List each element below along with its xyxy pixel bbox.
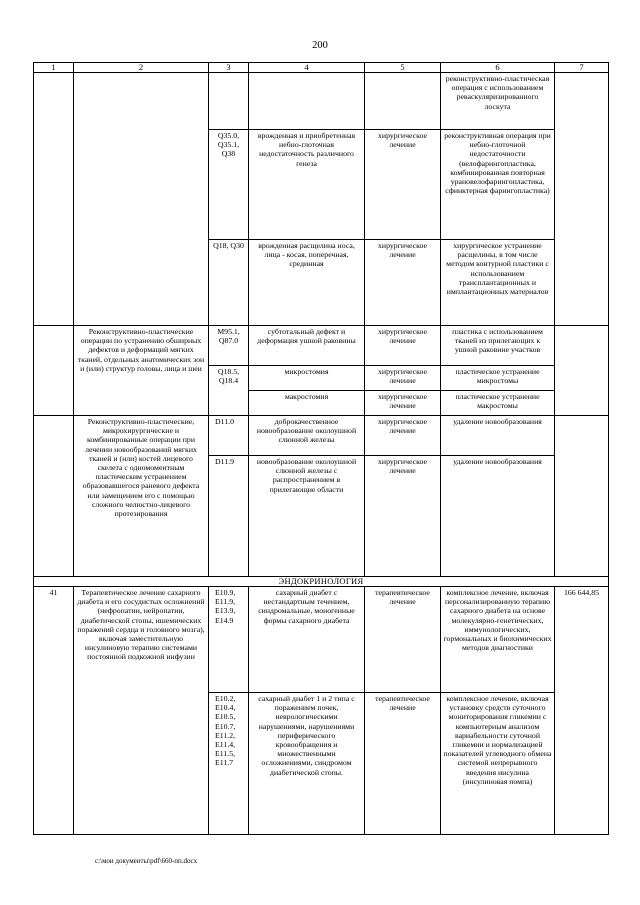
codes-cell: E10.9, E11.9, E13.9, E14.9 [209,587,249,693]
diagnosis-cell: доброкачественное новообразование околоушной слюнной железы [249,416,365,456]
procedure-name-cell: Терапевтическое лечение сахарного диабета и его сосудистых осложнений (нефропатии, нейропатии, диабетической стопы, ишемических поражений сердца и головного мозга), включая заместительную инсулиновую терапию системами постоянной подкожной инфузии [74,587,209,835]
treatment-type-cell: хирургическое лечение [365,326,441,366]
method-cell: комплексное лечение, включая персонализированную терапию сахарного диабета на основе молекулярно-генетических, иммунологических, гормональных и биохимических методов диагностики [441,587,555,693]
procedure-name-cell: Реконструктивно-пластические, микрохирургические и комбинированные операции при лечении новообразований мягких тканей и (или) костей лицевого скелета с одномоментным пластическим устранением образовавшегося раневого дефекта или замещением его с помощью сложного челюстно-лицевого протезирования [74,416,209,577]
col-header: 3 [209,63,249,73]
diagnosis-cell: сахарный диабет 1 и 2 типа с поражением почек, неврологическими нарушениями, нарушениями периферического кровообращения и множественными осложнениями, синдромом диабетической стопы. [249,693,365,835]
treatment-type-cell: хирургическое лечение [365,240,441,326]
diagnosis-cell: субтотальный дефект и деформация ушной раковины [249,326,365,366]
table-header-row [34,63,609,73]
file-path-footer: c:\мои документы\pdf\660-пп.docx [95,857,198,865]
treatment-type-cell: хирургическое лечение [365,130,441,240]
method-cell: пластика с использованием тканей из прилегающих к ушной раковине участков [441,326,555,366]
codes-cell: Q18, Q30 [209,240,249,326]
section-row [34,577,609,587]
diagnosis-cell: врожденная расщелина носа, лица - косая, поперечная, срединная [249,240,365,326]
col-header: 1 [34,63,74,73]
section-title: ЭНДОКРИНОЛОГИЯ [34,577,609,587]
method-cell: хирургическое устранение расщелины, в том числе методом контурной пластики с использованием трансплантационных и имплантационных материалов [441,240,555,326]
treatment-type-cell: терапевтическое лечение [365,587,441,693]
table-row [34,73,609,130]
treatment-type-cell: терапевтическое лечение [365,693,441,835]
col-header: 7 [555,63,609,73]
codes-cell: M95.1, Q87.0 [209,326,249,366]
treatment-type-cell: хирургическое лечение [365,366,441,391]
row-number-cell: 41 [34,587,74,835]
codes-cell: Q18.5, Q18.4 [209,366,249,416]
page-number: 200 [312,40,328,51]
table-row [34,416,609,456]
method-cell: реконструктивная операция при небно-глоточной недостаточности (велофарингопластика, комбинированная повторная урановелофарингопластика, сфинктерная фарингопластика) [441,130,555,240]
table-row [34,326,609,366]
codes-cell: Q35.0, Q35.1, Q38 [209,130,249,240]
table-row [34,587,609,693]
codes-cell: D11.9 [209,456,249,577]
col-header: 6 [441,63,555,73]
method-cell: удаление новообразования [441,416,555,456]
codes-cell: D11.0 [209,416,249,456]
treatment-type-cell: хирургическое лечение [365,391,441,416]
method-cell: удаление новообразования [441,456,555,577]
cost-cell: 166 644,85 [555,587,609,835]
method-cell: комплексное лечение, включая установку средств суточного мониторирования гликемии с компьютерным анализом вариабельности суточной гликемии и нормализацией показателей углеводного обмена системой непрерывного введения инсулина (инсулиновая помпа) [441,693,555,835]
method-cell: пластическое устранение микростомы [441,366,555,391]
diagnosis-cell: микростомия [249,366,365,391]
diagnosis-cell: новообразование околоушной слюнной железы с распространением в прилегающие области [249,456,365,577]
diagnosis-cell: врожденная и приобретенная небно-глоточная недостаточность различного генеза [249,130,365,240]
col-header: 4 [249,63,365,73]
services-table [33,62,609,835]
method-cell: пластическое устранение макростомы [441,391,555,416]
treatment-type-cell: хирургическое лечение [365,456,441,577]
col-header: 2 [74,63,209,73]
procedure-name-cell: Реконструктивно-пластические операции по устранению обширных дефектов и деформаций мягких тканей, отдельных анатомических зон и (или) структур головы, лица и шеи [74,326,209,416]
col-header: 5 [365,63,441,73]
diagnosis-cell: макростомия [249,391,365,416]
method-cell: реконструктивно-пластическая операция с использованием реваскуляризированного лоскута [441,73,555,130]
treatment-type-cell: хирургическое лечение [365,416,441,456]
diagnosis-cell: сахарный диабет с нестандартным течением, синдромальные, моногенные формы сахарного диабета [249,587,365,693]
codes-cell: E10.2, E10.4, E10.5, E10.7, E11.2, E11.4, E11.5, E11.7 [209,693,249,835]
